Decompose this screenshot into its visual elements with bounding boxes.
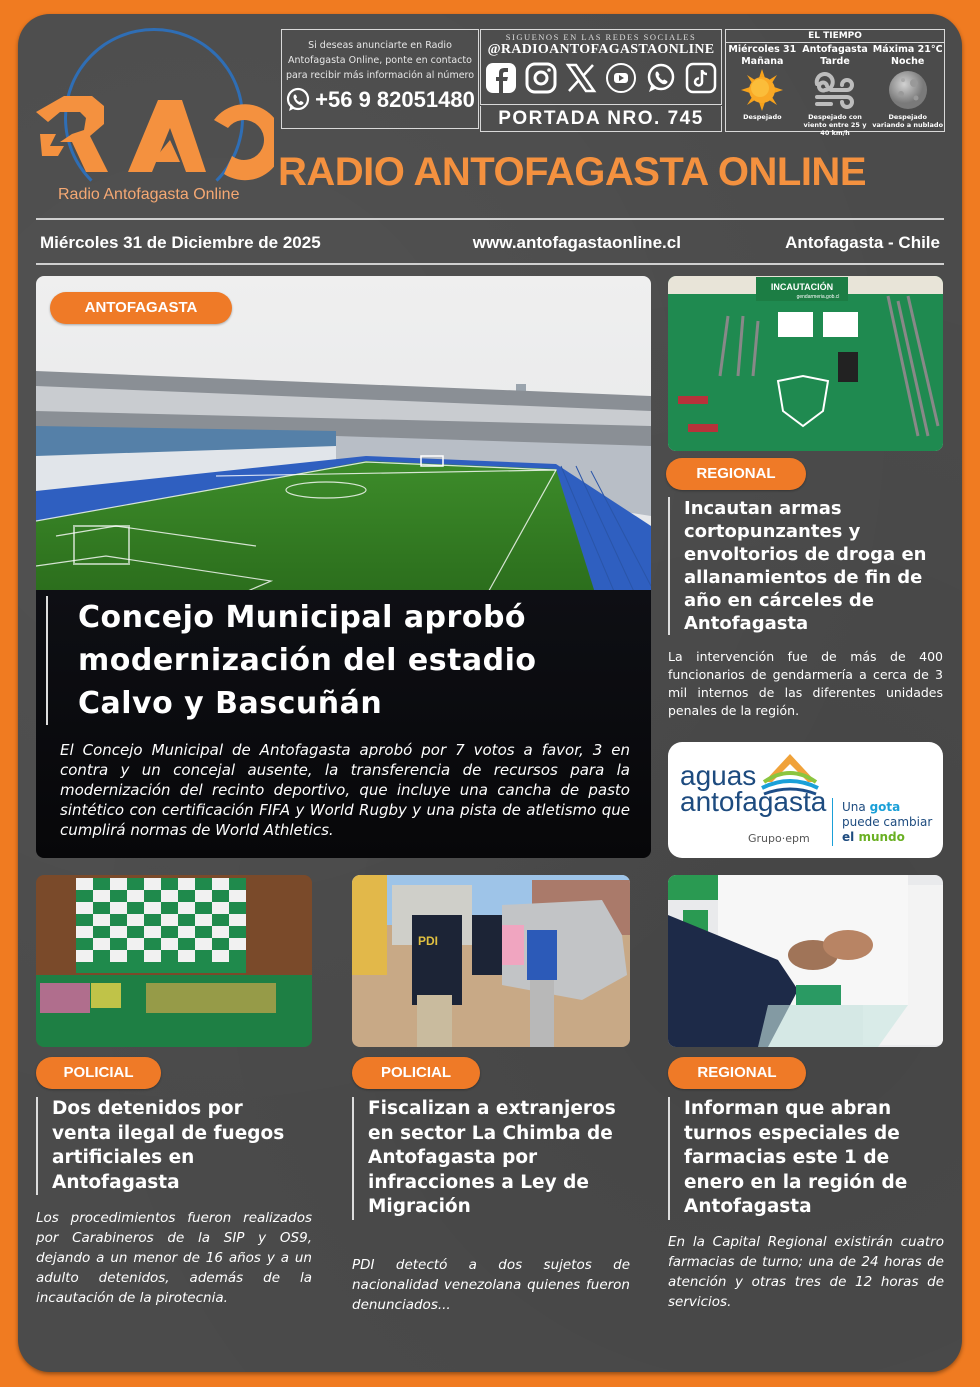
weather-box [725,29,945,137]
sponsor-slogan [842,800,932,845]
weather-desc: Despejado con viento entre 25 y 40 km/h [803,113,867,137]
instagram-icon[interactable] [524,61,558,95]
weather-night [871,43,944,137]
whatsapp-icon[interactable] [644,61,678,95]
divider [36,263,944,265]
category-tag[interactable]: POLICIAL [352,1057,480,1089]
youtube-icon[interactable] [604,61,638,95]
slogan-text: el [842,830,859,844]
svg-text:INCAUTACIÓN: INCAUTACIÓN [770,282,834,292]
weather-desc: Despejado variando a nublado [872,113,944,129]
advertise-text: Si deseas anunciarte en Radio Antofagasta Online, ponte en contacto para recibir más información al número [285,40,475,81]
contact-phone[interactable] [282,87,478,113]
social-handle[interactable]: @RADIOANTOFAGASTAONLINE [487,42,715,57]
moon-icon [886,68,930,112]
phone-number: +56 9 82051480 [315,87,475,112]
svg-text:PDI: PDI [418,934,439,948]
weather-day: Miércoles 31 [728,44,797,55]
location: Antofagasta - Chile [785,233,940,252]
svg-text:gendarmeria.gob.cl: gendarmeria.gob.cl [796,294,840,300]
masthead-title: RADIO ANTOFAGASTA ONLINE [278,150,866,194]
feature-headline[interactable]: Concejo Municipal aprobó modernización del estadio Calvo y Bascuñán [46,596,636,725]
sun-icon [740,68,784,112]
slogan-text: puede cambiar [842,815,933,829]
pharmacy-photo[interactable] [668,875,943,1047]
dateline [40,233,940,253]
issue-number: PORTADA NRO. 745 [480,106,722,132]
rao-logo-icon [34,94,274,184]
divider [36,218,944,220]
logo[interactable] [34,24,274,214]
weather-afternoon [799,43,872,137]
issue-date: Miércoles 31 de Diciembre de 2025 [40,233,321,252]
wind-icon [813,70,857,110]
sponsor-name-1: aguas [680,760,757,791]
story-headline[interactable]: Fiscalizan a extranjeros en sector La Chimba de Antofagasta por infracciones a Ley de Migración [352,1097,632,1220]
social-caption: SIGUENOS EN LAS REDES SOCIALES [505,32,697,42]
fireworks-seizure-photo[interactable] [36,875,312,1047]
side-summary: La intervención fue de más de 400 funcionarios de gendarmería a cerca de 3 mil internos de las diferentes unidades penales de la región. [668,649,943,718]
weather-city: Antofagasta [802,44,868,55]
feature-story[interactable] [36,590,651,858]
facebook-icon[interactable] [484,61,518,95]
slogan-highlight: mundo [858,830,905,844]
story-summary: PDI detectó a dos sujetos de nacionalidad venezolana quienes fueron denunciados... [352,1257,630,1313]
weather-period: Noche [891,56,925,67]
story-headline[interactable]: Dos detenidos por venta ilegal de fuegos artificiales en Antofagasta [36,1097,306,1195]
category-tag[interactable]: REGIONAL [668,1057,806,1089]
story-headline[interactable]: Informan que abran turnos especiales de farmacias este 1 de enero en la región de Antofagasta [668,1097,948,1220]
tiktok-icon[interactable] [684,61,718,95]
advertise-box [281,29,479,129]
slogan-text: Una [842,800,870,814]
sponsor-ad[interactable] [668,742,943,858]
weather-period: Tarde [820,56,850,67]
weather-max-temp: Máxima 21°C [872,44,943,55]
weather-morning [726,43,799,137]
weather-period: Mañana [741,56,784,67]
category-tag[interactable]: REGIONAL [666,458,806,490]
side-headline[interactable]: Incautan armas cortopunzantes y envoltorios de droga en allanamientos de fin de año en cárceles de Antofagasta [668,497,943,635]
slogan-highlight: gota [869,800,901,814]
category-tag[interactable]: ANTOFAGASTA [50,292,232,324]
seizure-photo[interactable] [668,276,943,451]
stadium-photo[interactable] [36,276,651,596]
weather-title: EL TIEMPO [726,30,944,43]
logo-caption: Radio Antofagasta Online [58,186,240,203]
sponsor-name-2: antofagasta [680,786,827,817]
sponsor-divider [832,798,833,846]
feature-summary: El Concejo Municipal de Antofagasta aprobó por 7 votos a favor, 3 en contra y un concejal ausente, la transferencia de recursos para la modernización del recinto deportivo, que incluye una cancha de pasto sintético con certificación FIFA y World Rugby y una pista de atletismo que cumplirá normas de World Athletics. [60,741,630,839]
weather-desc: Despejado [743,113,782,121]
whatsapp-icon [285,87,311,113]
sponsor-group: Grupo·epm [748,832,810,845]
pdi-inspection-photo[interactable] [352,875,630,1047]
story-summary: En la Capital Regional existirán cuatro farmacias de turno; una de 24 horas de atención y otras tres de 12 horas de servicios. [668,1234,944,1310]
website-link[interactable]: www.antofagastaonline.cl [472,233,681,252]
social-box [480,29,722,105]
x-icon[interactable] [564,61,598,95]
story-summary: Los procedimientos fueron realizados por Carabineros de la SIP y OS9, dejando a un menor de 16 años y a un adulto detenidos, además de la incautación de la pirotecnia. [36,1210,312,1306]
category-tag[interactable]: POLICIAL [36,1057,161,1089]
